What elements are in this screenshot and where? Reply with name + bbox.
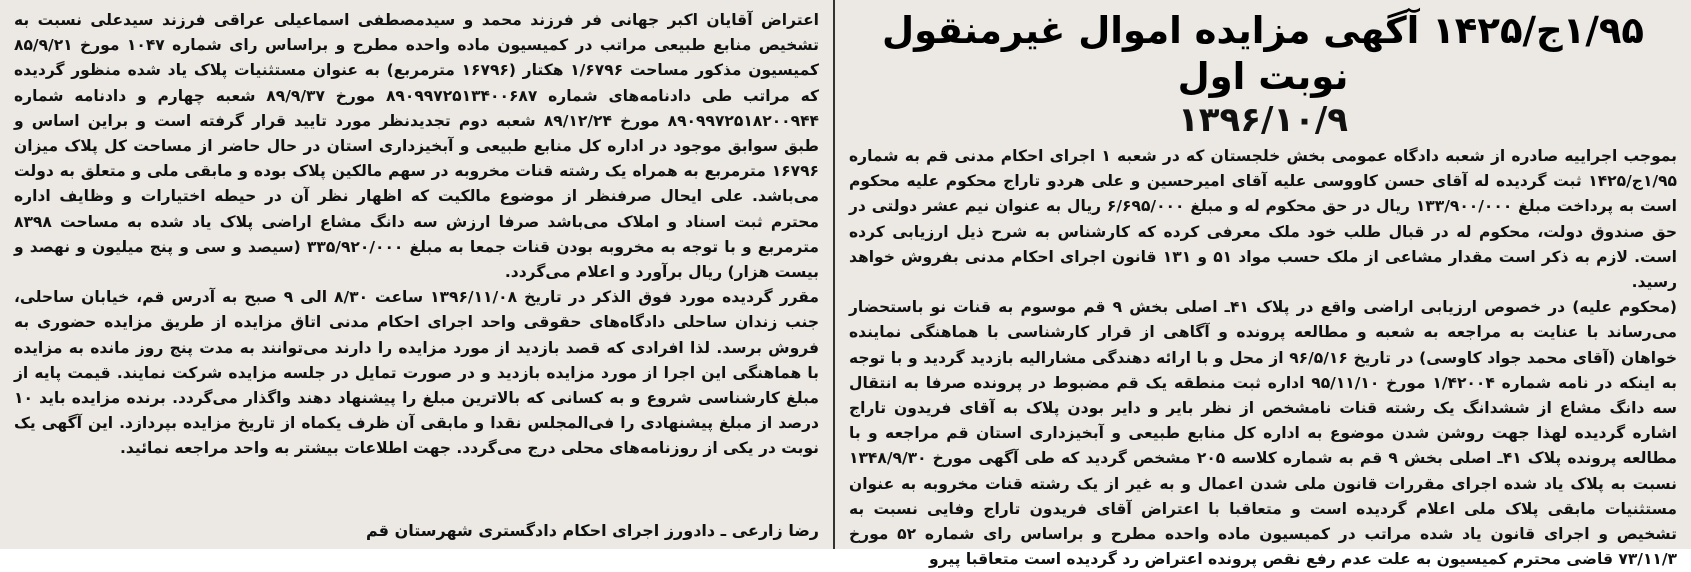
notice-paragraph-1: بموجب اجراییه صادره از شعبه دادگاه عمومی بخش خلجستان که در شعبه ۱ اجرای احکام مدنی قم به شماره ۱/۹۵ج/۱۴۲۵ ثبت گردیده له آقای حسن کاووسی علیه آقای امیرحسین و علی هردو تاراج محکوم علیه محکوم است به پرداخت مبلغ ۱۳۳/۹۰۰/۰۰۰ ریال در حق محکوم له و مبلغ ۶/۶۹۵/۰۰۰ ریال به عنوان نیم عشر دولتی در حق صندوق دولت، محکوم له در قبال طلب خود ملک معرفی کرده که کارشناس به شرح ذیل ارزیابی کرده است. لازم به ذکر است مقدار مشاعی از ملک حسب مواد ۵۱ و ۱۳۱ قانون اجرای احکام مدنی بفروش خواهد رسید. bbox=[849, 147, 1677, 292]
notice-paragraph-3: اعتراض آقایان اکبر جهانی فر فرزند محمد و سیدمصطفی اسماعیلی عراقی فرزند سیدعلی نسبت به تشخیص منابع طبیعی مراتب در کمیسیون ماده واحده مطرح و براساس رای شماره ۱۰۴۷ مورخ ۸۵/۹/۲۱ کمیسیون مذکور مساحت ۱/۶۷۹۶ هکتار (۱۶۷۹۶ مترمربع) به عنوان مستثنیات پلاک یاد شده منظور گردیده که مراتب طی دادنامه‌های شماره ۸۹۰۹۹۷۲۵۱۳۴۰۰۶۸۷ مورخ ۸۹/۹/۳۷ شعبه چهارم و دادنامه شماره ۸۹۰۹۹۷۲۵۱۸۲۰۰۹۴۴ مورخ ۸۹/۱۲/۲۴ شعبه دوم تجدیدنظر مورد تایید قرار گرفته است و براین اساس و طبق سوابق موجود در اداره کل منابع طبیعی و آبخیزداری استان در حال حاضر از مساحت کل پلاک میزان ۱۶۷۹۶ مترمربع به همراه یک رشته قنات مخروبه در سهم مالکین پلاک بوده و مابقی ملی و متعلق به دولت می‌باشد. علی ایحال صرفنظر از موضوع مالکیت که اظهار نظر آن در حیطه اختیارات و وظایف اداره محترم ثبت اسناد و املاک می‌باشد صرفا ارزش سه دانگ مشاع اراضی پلاک یاد شده به مساحت ۸۳۹۸ مترمربع و با توجه به مخروبه بودن قنات جمعا به مبلغ ۳۳۵/۹۲۰/۰۰۰ (سیصد و سی و پنج میلیون و نهصد و بیست هزار) ریال برآورد و اعلام می‌گردد. bbox=[14, 11, 820, 282]
notice-title: ۱/۹۵ج/۱۴۲۵ آگهی مزایده اموال غیرمنقول نوبت اول bbox=[881, 9, 1644, 98]
notice-right-column bbox=[833, 0, 1691, 569]
notice-signature: رضا زارعی ـ دادورز اجرای احکام دادگستری شهرستان قم bbox=[365, 521, 819, 540]
notice-date: ۱۳۹۶/۱۰/۹ bbox=[1177, 100, 1349, 140]
notice-paragraph-4: مقرر گردیده مورد فوق الذکر در تاریخ ۱۳۹۶/۱۱/۰۸ ساعت ۸/۳۰ الی ۹ صبح به آدرس قم، خیابان ساحلی، جنب زندان ساحلی دادگاه‌های حقوقی واحد اجرای احکام مدنی اتاق مزایده از طریق مزایده حضوری به فروش برسد. لذا افرادی که قصد بازدید از مورد مزایده را دارند می‌توانند به مدت پنج روز مانده به مزایده با هماهنگی این اجرا از مورد مزایده بازدید و در صورت تمایل در جلسه مزایده شرکت نمایند. قیمت پایه از مبلغ کارشناسی شروع و به کسانی که بالاترین مبلغ را پیشنهاد دهند واگذار می‌گردد. برنده مزایده باید ۱۰ درصد از مبلغ پیشنهادی را فی‌المجلس نقدا و مابقی آن ظرف یکماه از تاریخ مزایده بپردازد. این آگهی یک نوبت در یکی از روزنامه‌های محلی درج می‌گردد. جهت اطلاعات بیشتر به واحد مراجعه نمائید. bbox=[14, 288, 819, 458]
notice-left-column bbox=[0, 0, 833, 549]
notice-paragraph-2: (محکوم علیه) در خصوص ارزیابی اراضی واقع در پلاک ۴۱ـ اصلی بخش ۹ قم موسوم به قنات نو باستحضار می‌رساند با عنایت به مراجعه به شعبه و مطالعه پرونده و آگاهی از قرار کارشناسی با هماهنگی نماینده خواهان (آقای محمد جواد کاوسی) در تاریخ ۹۶/۵/۱۶ از محل و با ارائه دهندگی مشارالیه بازدید گردید و با توجه به اینکه در نامه شماره ۱/۴۲۰۰۴ مورخ ۹۵/۱۱/۱۰ اداره ثبت منطقه یک قم مضبوط در پرونده صرفا به انتقال سه دانگ مشاع از ششدانگ یک رشته قنات نامشخص از نظر بایر و دایر بودن پلاک به آقای فریدون تاراج اشاره گردیده لهذا جهت روشن شدن موضوع به اداره کل منابع طبیعی و آبخیزداری استان قم مراجعه و با مطالعه پرونده پلاک ۴۱ـ اصلی بخش ۹ قم به شماره کلاسه ۲۰۵ مشخص گردید که طی آگهی مورخ ۱۳۴۸/۹/۳۰ نسبت به پلاک یاد شده اجرای مقررات قانون ملی شدن اعمال و به غیر از یک رشته قنات مخروبه به عنوان مستثنیات مابقی پلاک ملی اعلام گردیده است و متعاقبا با اعتراض آقای فریدون تاراج وفایی نسبت به تشخیص و اجرای قانون یاد شده مراتب در کمیسیون ماده واحده مطرح و براساس رای شماره ۵۲ مورخ ۷۳/۱۱/۳ قاضی محترم کمیسیون به علت عدم رفع نقص پرونده اعتراض رد گردیده است متعاقبا پیرو bbox=[849, 298, 1678, 569]
